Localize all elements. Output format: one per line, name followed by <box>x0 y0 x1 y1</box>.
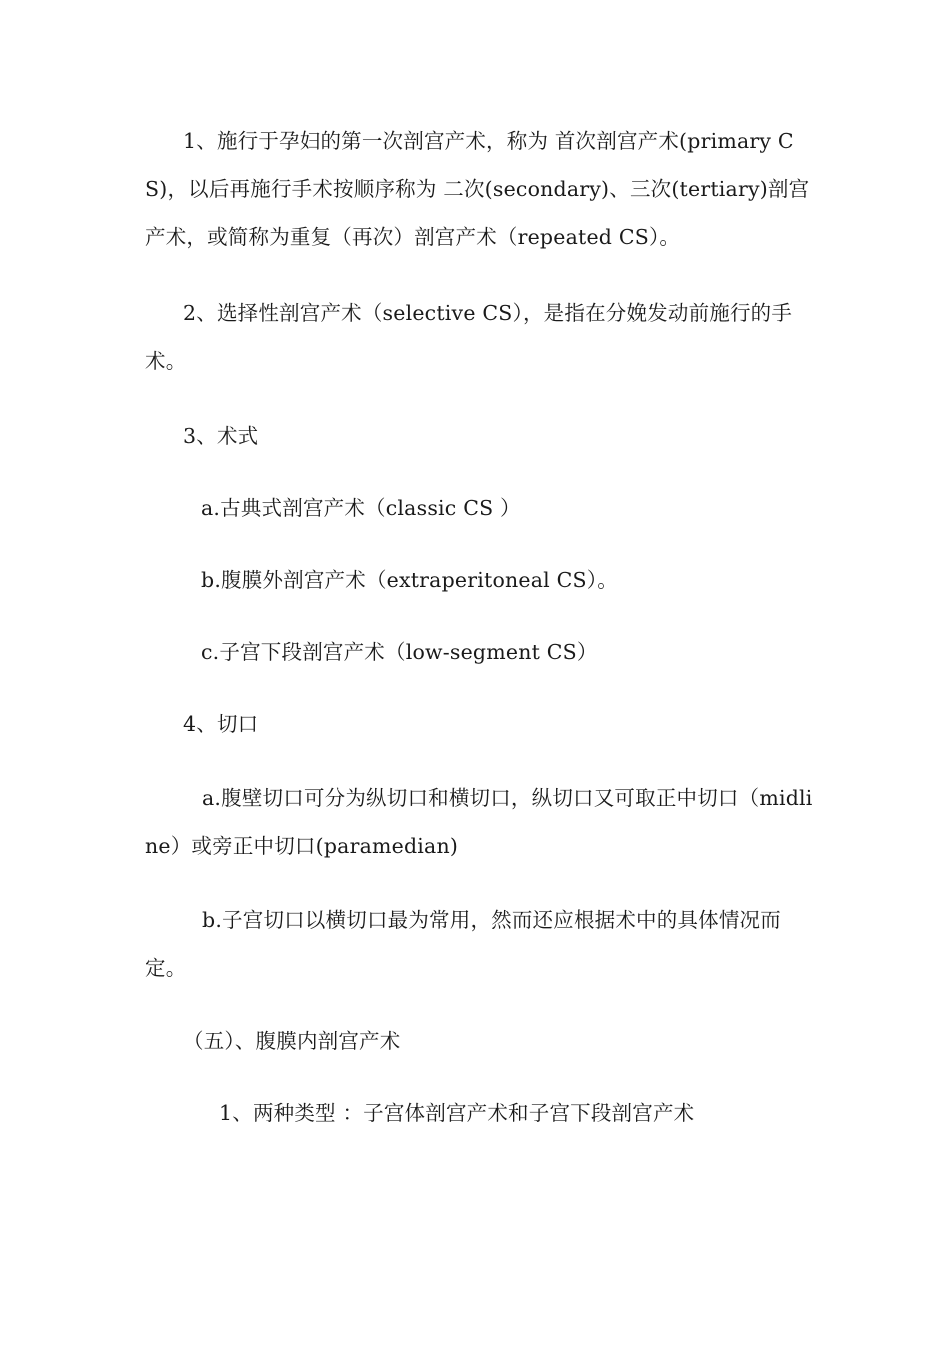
heading-incision: 4、切口 <box>183 712 259 736</box>
item-classic-cs: a.古典式剖宫产术（classic CS ） <box>201 496 521 520</box>
item-extraperitoneal-cs: b.腹膜外剖宫产术（extraperitoneal CS）。 <box>201 568 618 592</box>
paragraph-selective-cs: 2、选择性剖宫产术（selective CS），是指在分娩发动前施行的手术。 <box>145 301 793 373</box>
item-two-types: 1、两种类型 ：子宫体剖宫产术和子宫下段剖宫产术 <box>219 1101 695 1125</box>
section-heading-intraperitoneal-cs: （五）、腹膜内剖宫产术 <box>183 1029 401 1053</box>
paragraph-abdominal-incision: a.腹壁切口可分为纵切口和横切口，纵切口又可取正中切口（midline）或旁正中切口(paramedian) <box>145 786 813 858</box>
paragraph-primary-cs: 1、施行于孕妇的第一次剖宫产术，称为 首次剖宫产术(primary CS)，以后再施行手术按顺序称为 二次(secondary)、三次(tertiary)剖宫产术，或简称为重复（再次）剖宫产术（repeated CS）。 <box>145 129 810 249</box>
item-low-segment-cs: c.子宫下段剖宫产术（low-segment CS） <box>201 640 598 664</box>
paragraph-uterine-incision: b.子宫切口以横切口最为常用，然而还应根据术中的具体情况而定。 <box>145 908 781 980</box>
heading-surgical-methods: 3、术式 <box>183 424 259 448</box>
